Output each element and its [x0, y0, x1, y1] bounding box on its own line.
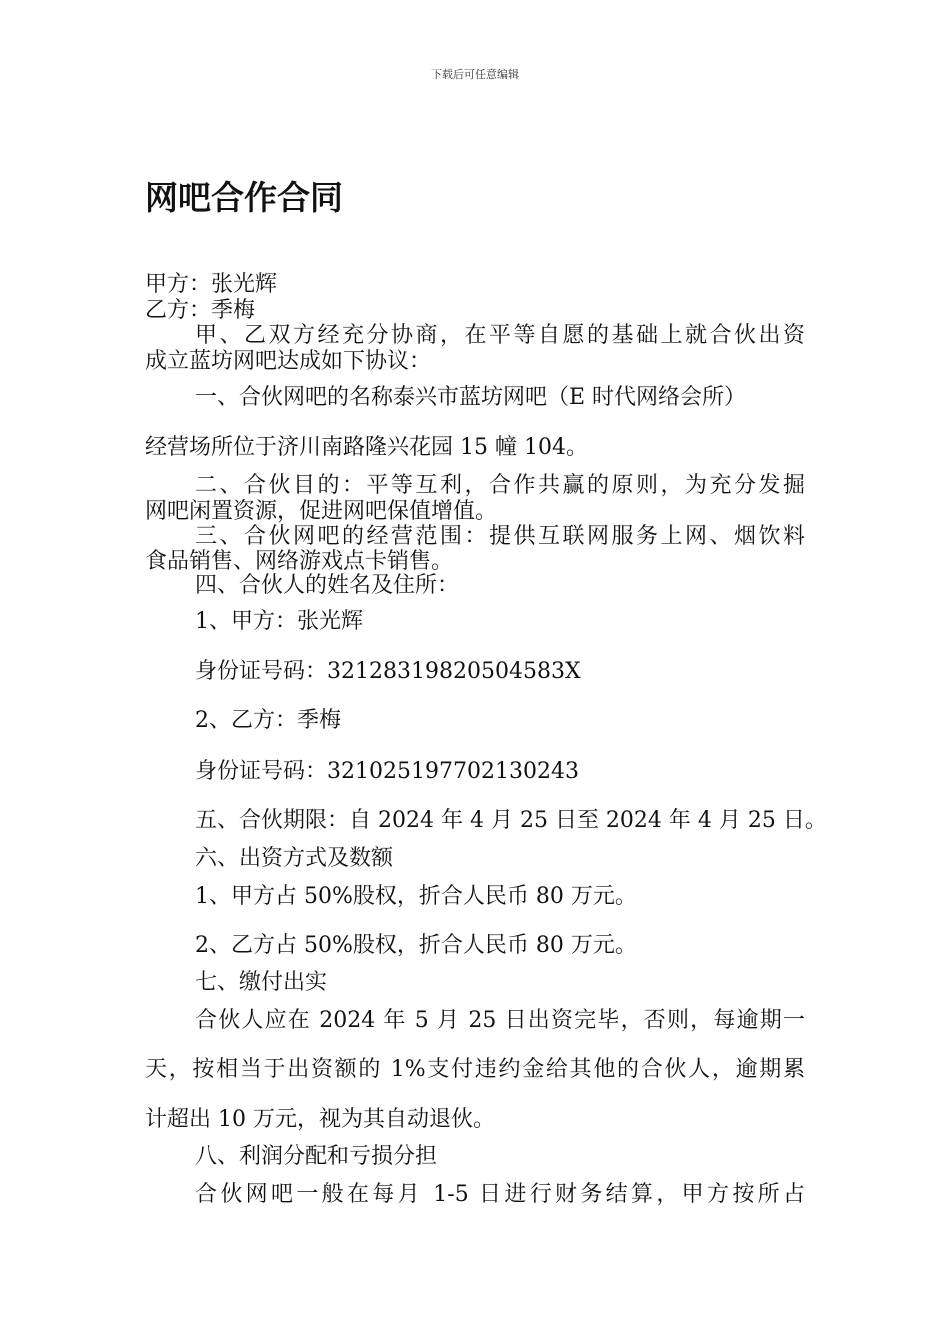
section-2-line-2: 网吧闲置资源，促进网吧保值增值。 — [145, 499, 498, 524]
section-7-line-1: 合伙人应在 2024 年 5 月 25 日出资完毕，否则，每逾期一 — [195, 1008, 805, 1033]
section-4-party-b-id: 身份证号码：321025197702130243 — [195, 759, 579, 784]
section-1-line-1: 一、合伙网吧的名称泰兴市蓝坊网吧（E 时代网络会所） — [195, 385, 747, 410]
section-7-heading: 七、缴付出实 — [195, 970, 328, 995]
section-6-heading: 六、出资方式及数额 — [195, 846, 394, 871]
section-8-heading: 八、利润分配和亏损分担 — [195, 1144, 438, 1169]
section-1-line-2: 经营场所位于济川南路隆兴花园 15 幢 104。 — [145, 435, 588, 460]
document-title: 网吧合作合同 — [145, 178, 343, 217]
section-2-line-1: 二、合伙目的：平等互利，合作共赢的原则，为充分发掘 — [195, 473, 805, 498]
party-b-line: 乙方：季梅 — [145, 298, 256, 323]
section-3-line-1: 三、合伙网吧的经营范围：提供互联网服务上网、烟饮料 — [195, 524, 805, 549]
intro-line-1: 甲、乙双方经充分协商，在平等自愿的基础上就合伙出资 — [195, 323, 805, 348]
section-6-party-b: 2、乙方占 50%股权，折合人民币 80 万元。 — [195, 933, 637, 958]
section-3-line-2: 食品销售、网络游戏点卡销售。 — [145, 549, 454, 574]
intro-line-2: 成立蓝坊网吧达成如下协议： — [145, 349, 432, 374]
section-4-party-a-id: 身份证号码：32128319820504583X — [195, 659, 581, 684]
party-a-line: 甲方：张光辉 — [145, 272, 278, 297]
page-header-note: 下载后可任意编辑 — [431, 68, 519, 81]
section-7-line-2: 天，按相当于出资额的 1%支付违约金给其他的合伙人，逾期累 — [145, 1057, 805, 1082]
section-8-line-1: 合伙网吧一般在每月 1-5 日进行财务结算，甲方按所占 — [195, 1182, 805, 1207]
section-4-party-a: 1、甲方：张光辉 — [195, 609, 363, 634]
section-4-heading: 四、合伙人的姓名及住所： — [195, 573, 460, 598]
section-7-line-3: 计超出 10 万元，视为其自动退伙。 — [145, 1107, 495, 1132]
section-6-party-a: 1、甲方占 50%股权，折合人民币 80 万元。 — [195, 884, 637, 909]
section-5-term: 五、合伙期限：自 2024 年 4 月 25 日至 2024 年 4 月 25 日。 — [195, 808, 827, 833]
section-4-party-b: 2、乙方：季梅 — [195, 708, 341, 733]
